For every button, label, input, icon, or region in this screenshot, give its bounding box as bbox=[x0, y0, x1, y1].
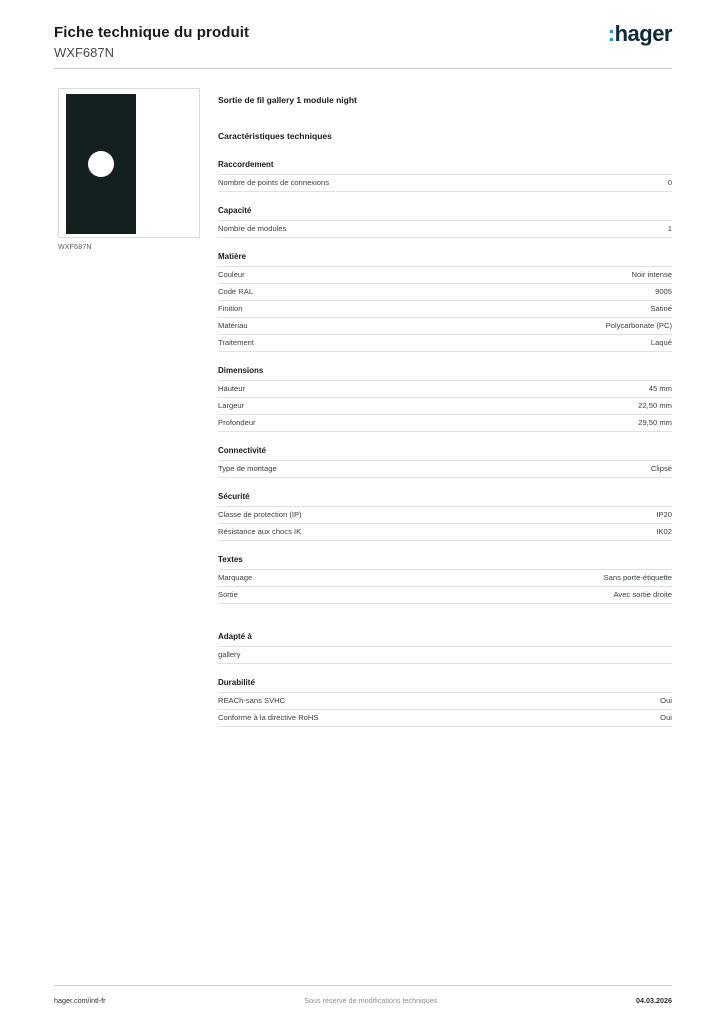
spec-label: Marquage bbox=[218, 573, 253, 582]
spec-label: Profondeur bbox=[218, 418, 256, 427]
spec-group-adapte-a bbox=[218, 631, 672, 664]
table-row bbox=[218, 523, 672, 541]
spacer bbox=[218, 192, 672, 205]
spec-value: IK02 bbox=[656, 527, 672, 536]
logo-colon-mark: : bbox=[607, 21, 615, 46]
product-name: Sortie de fil gallery 1 module night bbox=[218, 95, 357, 105]
table-row bbox=[218, 586, 672, 604]
spec-value: 0 bbox=[667, 178, 672, 187]
spec-label: Type de montage bbox=[218, 464, 277, 473]
footer-date: 04.03.2026 bbox=[636, 996, 672, 1005]
spec-value: 22,50 mm bbox=[638, 401, 672, 410]
spec-label: Couleur bbox=[218, 270, 245, 279]
spec-group-title: Raccordement bbox=[218, 160, 274, 169]
spacer bbox=[218, 238, 672, 251]
spec-value: Satiné bbox=[650, 304, 672, 313]
spec-value: Oui bbox=[660, 696, 672, 705]
table-row bbox=[218, 380, 672, 397]
spec-label: Hauteur bbox=[218, 384, 246, 393]
document-header bbox=[54, 22, 672, 61]
spec-group-title: Textes bbox=[218, 555, 243, 564]
spec-value: Noir intense bbox=[631, 270, 672, 279]
spec-section-title: Caractéristiques techniques bbox=[218, 131, 332, 141]
table-row bbox=[218, 334, 672, 352]
table-row bbox=[218, 283, 672, 300]
spec-value: Clipsé bbox=[650, 464, 672, 473]
spec-group-title: Dimensions bbox=[218, 366, 264, 375]
spec-label: Finition bbox=[218, 304, 243, 313]
spec-label: Code RAL bbox=[218, 287, 254, 296]
hager-logo bbox=[608, 22, 672, 46]
page-title: Fiche technique du produit bbox=[54, 24, 250, 41]
spec-label: Matériau bbox=[218, 321, 248, 330]
spacer bbox=[218, 541, 672, 554]
product-reference: WXF687N bbox=[54, 45, 114, 60]
footer-disclaimer: Sous réserve de modifications techniques bbox=[304, 996, 438, 1005]
spacer bbox=[218, 604, 672, 631]
logo-wordmark: hager bbox=[614, 21, 672, 46]
spec-value: Avec sortie droite bbox=[613, 590, 672, 599]
spec-label: Nombre de modules bbox=[218, 224, 287, 233]
table-row bbox=[218, 506, 672, 523]
spec-group-title: Matière bbox=[218, 252, 247, 261]
spec-group-title: Durabilité bbox=[218, 678, 255, 687]
spec-value: 29,50 mm bbox=[638, 418, 672, 427]
spec-label: Traitement bbox=[218, 338, 255, 347]
spec-label: Largeur bbox=[218, 401, 245, 410]
compatible-range-value: gallery bbox=[218, 646, 672, 664]
spec-value: Oui bbox=[660, 713, 672, 722]
spec-group-dimensions bbox=[218, 365, 672, 432]
spec-value: Sans porte-étiquette bbox=[603, 573, 672, 582]
spec-label: Conforme à la directive RoHS bbox=[218, 713, 319, 722]
table-row bbox=[218, 397, 672, 414]
table-row bbox=[218, 709, 672, 727]
table-row bbox=[218, 300, 672, 317]
product-image bbox=[58, 88, 200, 238]
spec-group-title: Capacité bbox=[218, 206, 252, 215]
spec-label: REACh-sans SVHC bbox=[218, 696, 286, 705]
table-row bbox=[218, 317, 672, 334]
spec-value: IP20 bbox=[656, 510, 672, 519]
spec-label: Nombre de points de connexions bbox=[218, 178, 330, 187]
footer-website-link[interactable]: hager.com/intl-fr bbox=[54, 996, 106, 1005]
spacer bbox=[218, 352, 672, 365]
footer-divider bbox=[54, 985, 672, 986]
spec-group-title: Adapté à bbox=[218, 632, 252, 641]
spec-value: 1 bbox=[667, 224, 672, 233]
spec-value: 9005 bbox=[655, 287, 672, 296]
spec-label: Sortie bbox=[218, 590, 238, 599]
spec-group-connectivite bbox=[218, 445, 672, 478]
spacer bbox=[218, 478, 672, 491]
header-titles bbox=[54, 22, 249, 61]
spec-group-title: Sécurité bbox=[218, 492, 250, 501]
header-divider bbox=[54, 68, 672, 69]
table-row bbox=[218, 174, 672, 192]
spacer bbox=[218, 664, 672, 677]
spec-group-raccordement bbox=[218, 159, 672, 192]
spec-group-textes bbox=[218, 554, 672, 604]
table-row bbox=[218, 569, 672, 586]
table-row bbox=[218, 220, 672, 238]
product-outlet-hole bbox=[88, 151, 114, 177]
table-row bbox=[218, 266, 672, 283]
spec-value: Laqué bbox=[650, 338, 672, 347]
table-row bbox=[218, 692, 672, 709]
spec-value: Polycarbonate (PC) bbox=[605, 321, 672, 330]
spec-group-capacite bbox=[218, 205, 672, 238]
spec-group-title: Connectivité bbox=[218, 446, 267, 455]
spec-group-matiere bbox=[218, 251, 672, 352]
table-row bbox=[218, 460, 672, 478]
product-device-body bbox=[66, 94, 136, 234]
table-row bbox=[218, 414, 672, 432]
spec-group-durabilite bbox=[218, 677, 672, 727]
spec-label: Résistance aux chocs IK bbox=[218, 527, 302, 536]
spacer bbox=[218, 432, 672, 445]
spec-label: Classe de protection (IP) bbox=[218, 510, 302, 519]
spec-content bbox=[218, 94, 672, 727]
spec-value: 45 mm bbox=[648, 384, 672, 393]
product-image-caption: WXF687N bbox=[58, 244, 92, 251]
document-footer bbox=[54, 996, 672, 1005]
spec-group-securite bbox=[218, 491, 672, 541]
